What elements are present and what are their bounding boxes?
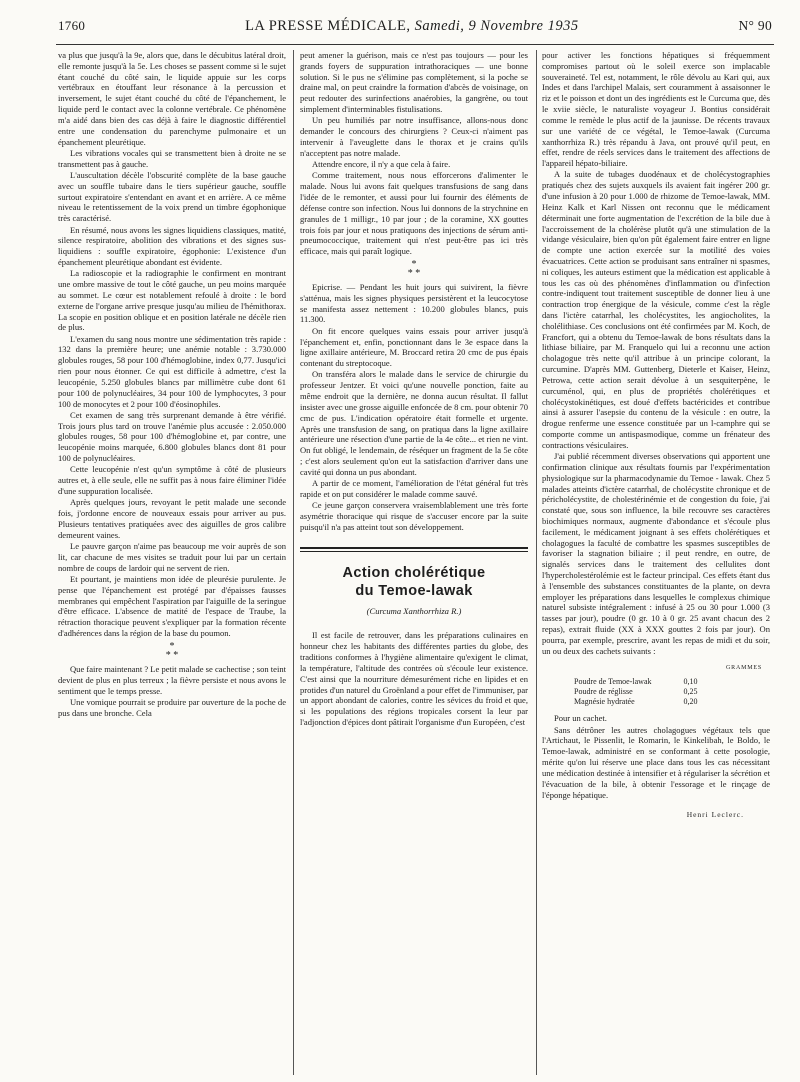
paragraph: J'ai publié récemment diverses observations qui apportent une confirmation clinique aux résultats fournis par l'expérimentation physiologique sur la pharmacodynamie du Temoe - lawak. Chez 5 malades atteints d'ictère catarrhal, de cholécystite chronique et de péricholécystite, de cholestérinémie et de congestion du foie, j'ai constaté que, sous son influence, la bile recouvre ses caractères biochimiques normaux, augmente d'abondance et s'écoule plus facilement, le médicament joignant à ses effets cholérétiques et cholagogues la faculté de combattre les spasmes susceptibles de favoriser la stagnation biliaire ; il peut rendre, en outre, de signalés services dans le traitement des cellulites dont l'hypercholestérolémie est le facteur principal. Ces effets étant dus à l'ensemble des substances constituantes de la plante, on devra employer les préparations dans lesquelles le complexus chimique naturel subsiste intégralement : infusé à 25 ou 30 pour 1.000 (3 tasses par jour), poudre (0 gr. 10 à 0 gr. 25 avant chacun des 2 repas), extrait fluide (XX à XXX gouttes 2 fois par jour). On pourra, par exemple, prescrire, avant les repas de midi et du soir, un ou deux des cachets suivants : xyxy=(542,451,770,656)
paragraph: Les vibrations vocales qui se transmettent bien à droite ne se transmettent pas à gauche. xyxy=(58,147,286,169)
paragraph: peut amener la guérison, mais ce n'est pas toujours — pour les grands foyers de suppuration intrathoraciques — une bonne solution. Si le pus ne s'élimine pas complètement, si la poche se draine mal, on peut craindre la formation d'abcès de voisinage, on peut redouter des surinfections anaérobies, la gangrène, ou tout simplement d'interminables fistulisations. xyxy=(300,50,528,115)
issue-number: N° 90 xyxy=(738,18,772,33)
article-subtitle: (Curcuma Xanthorrhiza R.) xyxy=(366,605,462,616)
paragraph: La radioscopie et la radiographie le confirment en montrant une ombre massive de tout le côté gauche, un peu moins marquée au sommet. Le cœur est notablement refoulé à droite : le bord externe de l'organe arrive presque jusqu'au milieu de l'hémithorax. La scopie en position oblique et en position latérale ne décèle rien de plus. xyxy=(58,268,286,333)
journal-title: LA PRESSE MÉDICALE, xyxy=(245,18,411,34)
column-3 xyxy=(542,50,770,1075)
paragraph: On transféra alors le malade dans le service de chirurgie du professeur Jentzer. Et voici qu'une nouvelle ponction, faite au même endroit que la dernière, ne donna aucun résultat. Il fallut insister avec une grosse aiguille enfoncée de 8 cm. pour obtenir 70 cmc de pus. L'indication opératoire était formelle et urgente. Après une transfusion de sang, on pratiqua dans la ligne axillaire antérieure une résection d'une partie de la 4e côte... et rien ne vint. On fut obligé, le lendemain, de réséquer un fragment de la 5e côte ; c'est alors seulement qu'on eut la satisfaction d'arriver dans une cavité qui donna un pus abondant. xyxy=(300,369,528,477)
column-separator xyxy=(293,50,294,1075)
column-1 xyxy=(58,50,286,1075)
paragraph: Attendre encore, il n'y a que cela à faire. xyxy=(312,159,451,170)
paragraph: A partir de ce moment, l'amélioration de l'état général fut très rapide et on put considérer le malade comme sauvé. xyxy=(300,478,528,499)
page-number: 1760 xyxy=(58,18,86,33)
formula-item: Poudre de réglisse xyxy=(574,687,633,697)
paragraph: L'examen du sang nous montre une sédimentation très rapide : 132 dans la première heure; une anémie notable : 3.730.000 globules rouges, 58 pour 100 d'hémoglobine, index 0,77. Jusqu'ici rien pour nous étonner. Ce qui est difficile à admettre, c'est la leucopénie, 5.250 globules blancs par millimètre cube dont 61 pour 100 de polynucléaires, 34 pour 100 de lymphocytes, 3 pour 100 de monocytes et 2 pour 100 d'éosinophiles. xyxy=(58,333,286,409)
formula-table xyxy=(572,677,700,707)
paragraph: En résumé, nous avons les signes liquidiens classiques, matité, silence respiratoire, abolition des vibrations et des signes sus-liquidiens : souffle expiratoire, égophonie: L'existence d'un épanchement pleurétique abondant est évidente. xyxy=(58,224,286,267)
column-separator xyxy=(536,50,537,1075)
article-top-rule-thin xyxy=(300,551,528,552)
formula-item: Poudre de Temoe-lawak xyxy=(574,677,652,687)
column-2 xyxy=(300,50,528,1075)
author-signature: Henri Leclerc. xyxy=(686,810,744,820)
formula-row xyxy=(572,677,700,687)
paragraph: L'auscultation décèle l'obscurité complète de la base gauche avec un souffle tubaire dans le tiers supérieur gauche, souffle surtout expiratoire s'entendant en avant et en arrière. A ce même niveau le retentissement de la voix prend un timbre égophonique très caractérisé. xyxy=(58,169,286,224)
article-title-line-2: du Temoe-lawak xyxy=(355,582,473,599)
paragraph: Un peu humiliés par notre insuffisance, allons-nous donc demander le concours des chirurgiens ? Ceux-ci n'aiment pas intervenir à l'aveuglette dans le thorax et je crains qu'ils n'acceptent pas notre malade. xyxy=(300,115,528,158)
epicrise-paragraph: Epicrise. — Pendant les huit jours qui suivirent, la fièvre s'atténua, mais les signes physiques persistèrent et la leucocytose se manifesta assez nettement : 10.200 globules blancs, puis 11.300. xyxy=(300,281,528,325)
paragraph: pour activer les fonctions hépatiques si fréquemment compromises partout où le soleil exerce son implacable souveraineté. Tel est, notamment, le rôle dévolu au Kari qui, aux Indes et dans l'archipel Malais, sert couramment à assaisonner le riz et le poisson et dont un des ingrédients est le Curcuma que, dès le xviie siècle, le naturaliste voyageur J. Bontius considérait comme le remède le plus actif de la jaunisse. De récents travaux sur une variété de ce végétal, le Temoe-lawak (Curcuma xanthorrhiza R.) très répandu à Java, ont prouvé qu'il peut, en effet, rendre de réels services dans le traitement des affections de l'appareil hépato-biliaire. xyxy=(542,50,770,169)
page-header xyxy=(58,18,772,40)
paragraph: On fit encore quelques vains essais pour arriver jusqu'à l'épanchement et, enfin, ponctionnant dans le 3e espace dans la ligne axillaire antérieure, M. Broccard retira 20 cmc de pus épais contenant du streptocoque. xyxy=(300,325,528,369)
header-rule xyxy=(56,44,774,45)
paragraph: Cet examen de sang très surprenant demande à être vérifié. Trois jours plus tard on trouve l'anémie plus accusée : 2.050.000 globules rouges, 58 pour 100 d'hémoglobine et, par contre, une leucopénie moins marquée, 6.800 globules blancs dont 81 pour 100 de polynucléaires. xyxy=(58,409,286,464)
paragraph: va plus que jusqu'à la 9e, alors que, dans le décubitus latéral droit, elle remonte jusqu'à la 5e. Les choses se passent comme si le sujet étant couché du côté sain, le liquide appuie sur les corps vertébraux en étouffant leur résonance à la percussion et inversement, le sujet étant couché du côté de l'épanchement, le liquide perd le contact avec la colonne vertébrale. Ce phénomène m'a aidé dans bien des cas déjà à faire le diagnostic différentiel entre une condensation du parenchyme pulmonaire et un épanchement pleurétique. xyxy=(58,50,286,147)
formula-item: Magnésie hydratée xyxy=(574,697,635,707)
paragraph: Comme traitement, nous nous efforcerons d'alimenter le malade. Nous lui avons fait quelques transfusions de sang dans l'idée de le remonter, et aussi pour lui fournir des éléments de défense contre son infection. Nous lui donnons de la strychnine en granules de 1 milligr., 10 par jour ; de la coramine, XX gouttes trois fois par jour et nous pratiquons des injections de sérum anti-pneumococcique, traitement qui n'est peut-être pas ici très efficace, mais qui paraît logique. xyxy=(300,170,528,257)
formula-row xyxy=(572,697,700,707)
section-separator: * * * xyxy=(407,258,421,279)
paragraph: Que faire maintenant ? Le petit malade se cachectise ; son teint devient de plus en plus terreux ; la fièvre persiste et nous avons le sentiment que le temps presse. xyxy=(58,663,286,696)
article-intro-paragraph: Il est facile de retrouver, dans les préparations culinaires en honneur chez les habitants des différentes parties du globe, des traditions conformes à l'hygiène alimentaire qu'exigent le climat, la température, l'altitude des contrées où s'écoule leur existence. C'est ainsi que la nourriture démesurément riche en lipides et en protides d'un naturel du Groënland a pour effet de l'immuniser, par un apport abondant de calories, contre les sévices du froid et que, si les populations des régions tropicales corsent la leur par l'adjonction d'épices dont pâtirait l'organisme d'un Européen, c'est xyxy=(300,630,528,727)
article-title-line-1: Action cholérétique xyxy=(342,564,486,581)
paragraph: Cette leucopénie n'est qu'un symptôme à côté de plusieurs autres et, à elle seule, elle ne suffit pas à nous faire éliminer l'idée d'une suppuration localisée. xyxy=(58,464,286,496)
paragraph: Le pauvre garçon n'aime pas beaucoup me voir auprès de son lit, car chacune de mes visites se traduit pour lui par un certain nombre de coups de lardoir qui ne servent de rien. xyxy=(58,541,286,573)
formula-qty: 0,20 xyxy=(683,697,698,707)
paragraph: A la suite de tubages duodénaux et de cholécystographies pratiqués chez des sujets auxquels ils avaient fait ingérer 200 gr. d'une infusion à 20 pour 1.000 de rhizome de Temoe-lawak, MM. Heinz Kalk et Karl Nissen ont reconnu que le médicament déterminait une forte augmentation de l'excrétion de la bile due à l'accroissement de la cholérèse plutôt qu'à une stimulation de la vidange vésiculaire, bien qu'on pût également faire entrer en ligne de compte une action exercée sur la motilité des voies évacuatrices. Cette action se produisant sans entraîner ni spasmes, ni coliques, les auteurs estiment que la médication est applicable à tous les cas où des phénomènes d'inflammation ou d'infection contre-indiquent tout traitement susceptible de donner lieu à une contraction trop énergique de la vésicule, comme c'est la règle dans l'ictère catarrhal, les cholécystites, les angiocholites, la cholélithiase. Ces conclusions ont été confirmées par M. Koch, de Francfort, qui a obtenu du Temoe-lawak de bons résultats dans la lithiase biliaire, par M. Franquelo qui lui a reconnu une action cholagogue très nette qu'il attribue à un principe colorant, la curcumine. D'après MM. Guttenberg, Dieterle et Kaiser, Heinz, Petrowa, cette action serait dévolue à un sesquiterpène, le curcuménol, qui, en plus de propriétés cholérétiques et cholécystokinétiques, est doué d'effets bactéricides et contribue ainsi à assurer l'asepsie du contenu de la vésicule : en outre, la drogue renferme une essence constituée par un l-camphre qui se comporte comme un antispasmodique, comme un frénateur des contractions vésiculaires. xyxy=(542,169,770,450)
article-title xyxy=(300,564,528,600)
journal-header-line xyxy=(245,18,579,35)
formula-unit-header: GRAMMES xyxy=(726,664,762,671)
formula-qty: 0,25 xyxy=(683,687,698,697)
paragraph: Après quelques jours, revoyant le petit malade une seconde fois, j'ordonne encore de nouveaux essais pour arriver au pus. Plusieurs tentatives pratiquées avec des aiguilles de gros calibre demeurent vaines. xyxy=(58,497,286,540)
section-separator: * * * xyxy=(165,640,179,661)
paragraph: Et pourtant, je maintiens mon idée de pleurésie purulente. Je pense que l'épanchement est protégé par d'épaisses fausses membranes qui empêchent l'aspiration par l'aiguille de la seringue d'être efficace. L'absence de matité de l'espace de Traube, la rétraction thoracique peuvent s'expliquer par la formation récente d'adhérences dans la région de la base du poumon. xyxy=(58,574,286,639)
paragraph: Ce jeune garçon conservera vraisemblablement une très forte asymétrie thoracique qui risque de s'accuser encore par la suite puisqu'il n'a pas atteint tout son développement. xyxy=(300,500,528,532)
formula-footer: Pour un cachet. xyxy=(554,713,607,724)
paragraph: Sans détrôner les autres cholagogues végétaux tels que l'Artichaut, le Pissenlit, le Romarin, le Kinkelibah, le Boldo, le Temoe-lawak, administré en se conformant à cette posologie, mérite qu'on lui réserve une place dans tous les cas nécessitant une médication destinée à intensifier et à régulariser la sécrétion et l'évacuation de la bile, à obtenir l'essorage et le rinçage de l'éponge hépatique. xyxy=(542,724,770,800)
formula-row xyxy=(572,687,700,697)
article-top-rule xyxy=(300,547,528,549)
formula-qty: 0,10 xyxy=(683,677,698,687)
issue-date: Samedi, 9 Novembre 1935 xyxy=(414,18,579,34)
paragraph: Une vomique pourrait se produire par ouverture de la poche de pus dans une bronche. Cela xyxy=(58,696,286,718)
